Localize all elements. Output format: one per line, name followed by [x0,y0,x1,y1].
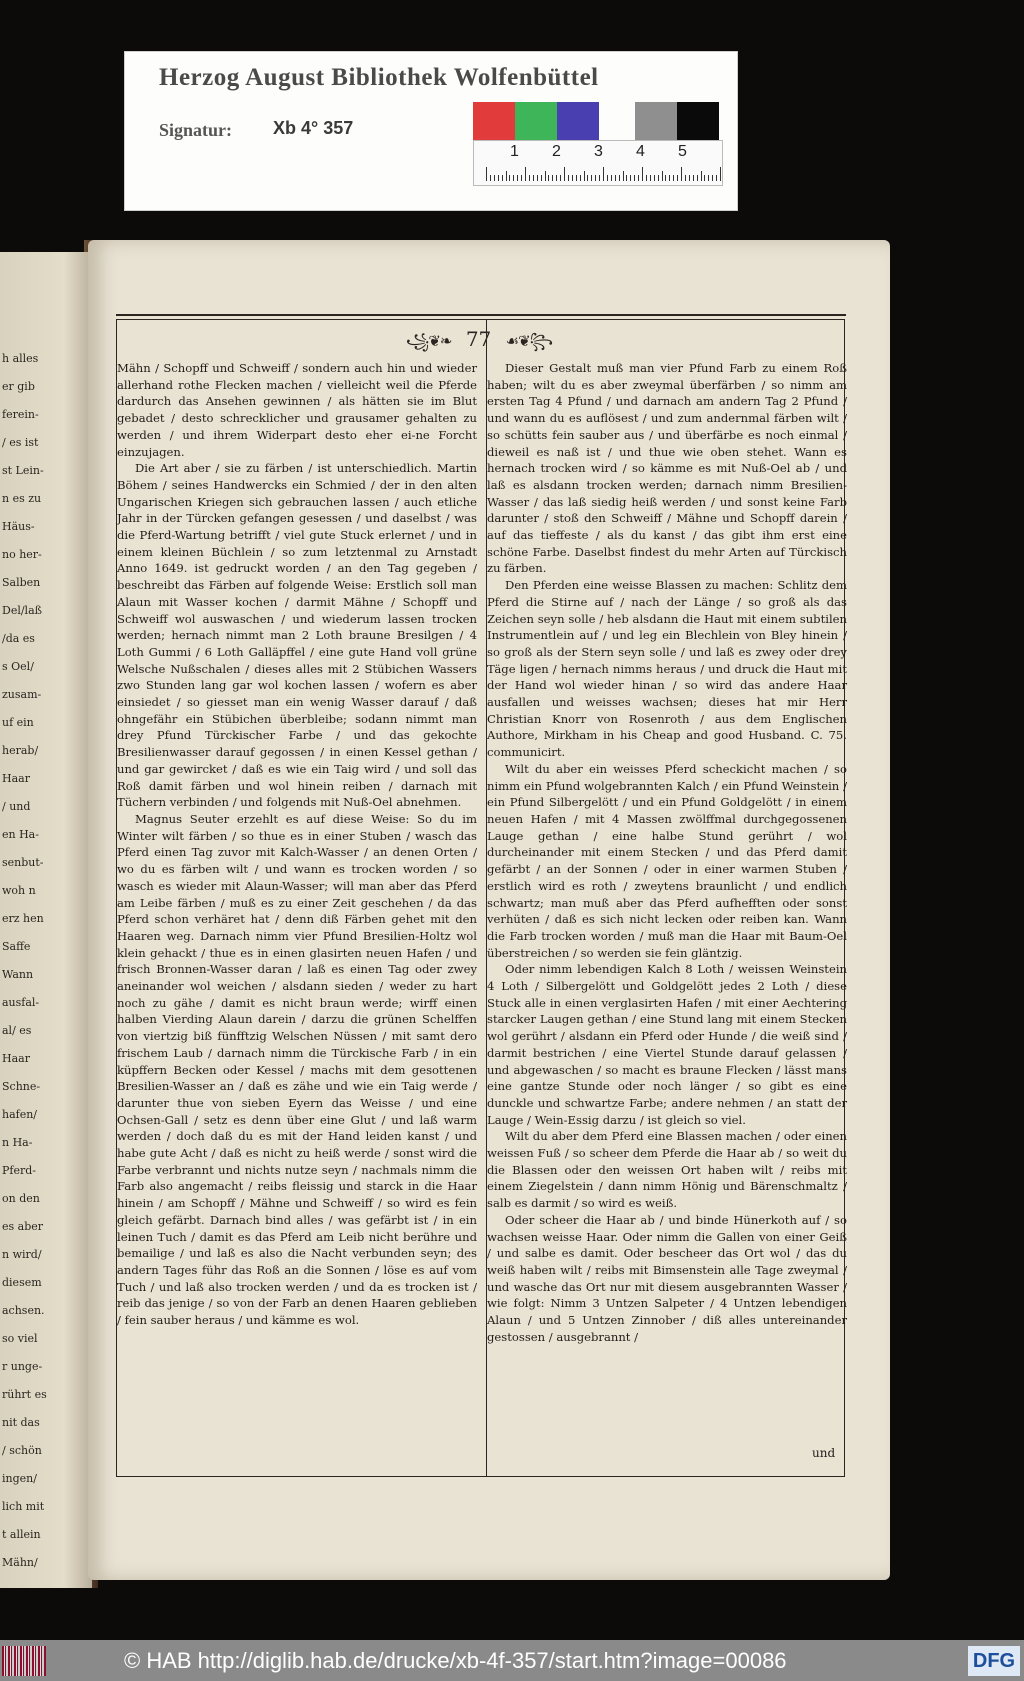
ruler-tick [529,175,530,181]
ruler-tick [506,171,507,181]
ruler-tick [654,175,655,181]
ruler-tick [701,171,702,181]
margin-fragment: er gib [2,380,35,393]
ruler-tick [517,175,518,181]
margin-fragment: uf ein [2,716,34,729]
color-swatch-black [677,102,719,142]
margin-fragment: herab/ [2,744,39,757]
ruler-tick [611,175,612,181]
margin-fragment: Pferd- [2,1164,36,1177]
right-text-column [487,360,847,1345]
ruler-tick [697,175,698,181]
ruler-tick [658,175,659,181]
ornament-left-icon: ꧁❦❧ [405,332,452,350]
margin-fragment: Häus- [2,520,35,533]
margin-fragment: Haar [2,772,30,785]
margin-fragment: no her- [2,548,42,561]
ruler-number: 1 [510,143,519,160]
margin-fragment: n wird/ [2,1248,42,1261]
ruler-number: 4 [636,143,645,160]
margin-fragment: achsen. [2,1304,45,1317]
margin-fragment: Haar [2,1052,30,1065]
color-swatch-blue [557,102,599,142]
color-swatch-gray [635,102,677,142]
ruler-tick [521,175,522,181]
margin-fragment: / es ist [2,436,39,449]
ruler-number: 3 [594,143,603,160]
margin-fragment: Schne- [2,1080,41,1093]
paragraph: Dieser Gestalt muß man vier Pfund Farb zu einem Roß haben; wilt du es aber zweymal überfärben / so nimm am ersten Tag 4 Pfund / und darnach am andern Tag 2 Pfund / und wann du es auflösest / und zum andernmal färben wilt / so schütts fein sauber aus / und überfärbe es noch einmal / dieweil es naß ist / und thue wie oben stehet. Wann es hernach trocken wird / so kämme es mit Nuß-Oel ab / und laß es alsdann trocken werden; darnach nimm Bresilien-Wasser / das laß siedig heiß werden / und sonst keine Farb darunter / stoß den Schweiff / Mähne und Schopff darein / auf das tieffeste / als du kanst / das gibt ihm erst eine schöne Farbe. Daselbst findest du mehr Arten auf Türckisch zu färben. [487,361,847,576]
ruler-tick [564,167,565,181]
top-rule [116,314,846,316]
margin-fragment: diesem [2,1276,42,1289]
margin-fragment: Salben [2,576,41,589]
ruler-tick [533,175,534,181]
margin-fragment: on den [2,1192,40,1205]
signature-value: Xb 4° 357 [273,118,354,138]
margin-fragment: Wann [2,968,34,981]
margin-fragment: so viel [2,1332,38,1345]
ruler-tick [720,167,721,181]
color-swatch-green [515,102,557,142]
library-label [124,51,738,211]
margin-fragment: s Oel/ [2,660,34,673]
ruler-tick [587,175,588,181]
source-url[interactable]: © HAB http://diglib.hab.de/drucke/xb-4f-357/start.htm?image=00086 [124,1648,787,1673]
ruler-tick [607,175,608,181]
margin-fragment: nit das [2,1416,40,1429]
ruler-tick [665,175,666,181]
ruler-tick [704,175,705,181]
margin-fragment: zusam- [2,688,42,701]
signature-label: Signatur: [159,120,233,140]
ruler-tick [619,175,620,181]
ruler-tick [650,175,651,181]
ornament-right-icon: ☙❦꧂ [505,332,553,350]
color-swatch-red [473,102,515,142]
ruler-tick [580,175,581,181]
ruler-tick [716,175,717,181]
margin-fragment: t allein [2,1528,41,1541]
ruler-tick [572,175,573,181]
barcode-icon [2,1646,46,1676]
margin-fragment: en Ha- [2,828,39,841]
scale-ruler [473,140,723,186]
paragraph: Wilt du aber dem Pferd eine Blassen machen / oder einen weissen Fuß / so scheer dem Pferde die Haar ab / so weit du die Blassen oder den weissen Ort haben wilt / reibs mit einem Ziegelstein / dann nimm Hönig und Bärenschmaltz / salb es darmit / so wird es weiß. [487,1129,847,1211]
ruler-tick [603,167,604,181]
margin-fragment: n Ha- [2,1136,33,1149]
page-header [394,327,564,351]
margin-fragment: r unge- [2,1360,43,1373]
paragraph: Magnus Seuter erzehlt es auf diese Weise: So du im Winter wilt färben / so thue es in einer Stuben / wasch das Pferd einen Tag zuvor mit Kalch-Wasser / an denen Orten / wo du es färben wilt / und wann es trocken worden / so wasch es wieder mit Alaun-Wasser; will man aber das Pferd am Leibe färben / muß es zu einer Zeit geschehen / da das Pferd schon verhäret hat / denn diß Färben gehet mit den Haaren weg. Darnach nimm vier Pfund Bresilien-Holtz wol klein gehackt / thue es in einen glasirten neuen Hafen / und frisch Bronnen-Wasser daran / laß es einen Tag oder zwey aneinander wol weichen / alsdann sieden / weder zu hart noch zu gähe / damit es nicht braun werde; wirff einen halben Vierding Alaun darein / darzu die grünen Schelffen von viertzig biß fünfftzig Welschen Nüssen / mit samt dero frischem Laub / darnach nimm die Türckische Farb / in ein küpffern Becken oder Kessel / machs mit dem gesottenen Bresilien-Wasser an / daß es zähe und wie ein Taig werde / darunter thue von sieben Eyern das Weisse / und eine Ochsen-Gall / setz es denn über eine Glut / und laß warm werden / doch daß du es mit der Hand leiden kanst / und habe gute Acht / daß es nicht zu heiß werde / sonst wird die Farbe verbrannt und nichts nutze seyn / nachmals nimm die Farb also angemacht / reibs fleissig und starck in die Haar hinein / am Schopff / Mähne und Schweiff / so wird es fein gleich gefärbt. Darnach bind alles / was gefärbt ist / in ein leinen Tuch / damit es das Pferd am Leib nicht berühre und bemailige / und laß es also die Nacht verbunden seyn; des andern Tages führ das Roß an die Sonnen / löse es auf vom Tuch / und laß also trocken werden / und da es trocken ist / reib das jenige / so von der Farb an denen Haaren geblieben / fein sauber heraus / und kämme es wol. [117,811,477,1328]
ruler-tick [685,175,686,181]
margin-fragment: Saffe [2,940,31,953]
ruler-tick [599,175,600,181]
ruler-tick [642,167,643,181]
ruler-tick [662,171,663,181]
margin-fragment: /da es [2,632,35,645]
margin-fragment: / und [2,800,31,813]
margin-fragment: senbut- [2,856,44,869]
margin-fragment: ferein- [2,408,39,421]
ruler-number: 5 [678,143,687,160]
ruler-tick [584,171,585,181]
margin-fragment: h alles [2,352,39,365]
ruler-tick [689,175,690,181]
margin-fragment: lich mit [2,1500,45,1513]
ruler-tick [669,175,670,181]
paragraph: Mähn / Schopff und Schweiff / sondern auch hin und wieder allerhand rothe Flecken machen / vielleicht weil die Pferde dardurch das Ansehen gewinnen / als hätten sie im Blut gebadet / desto schrecklicher und grausamer gehalten zu werden / und ihrem Widerpart desto eher ei-ne Forcht einzujagen. [117,361,477,459]
ruler-number: 2 [552,143,561,160]
ruler-tick [548,175,549,181]
ruler-tick [525,167,526,181]
ruler-tick [693,175,694,181]
margin-fragment: es aber [2,1220,44,1233]
margin-fragment: st Lein- [2,464,44,477]
ruler-tick [513,175,514,181]
ruler-tick [677,175,678,181]
margin-fragment: / schön [2,1444,42,1457]
margin-fragment: erz hen [2,912,44,925]
ruler-tick [494,175,495,181]
ruler-tick [712,175,713,181]
ruler-tick [498,175,499,181]
margin-fragment: n es zu [2,492,42,505]
ruler-tick [537,175,538,181]
left-page-margin [0,252,92,1588]
ruler-tick [556,175,557,181]
ruler-tick [486,167,487,181]
paragraph: Wilt du aber ein weisses Pferd scheckicht machen / so nimm ein Pfund wolgebrannten Kalch / ein Pfund Weinstein / ein Pfund Silbergelött / und ein Pfund Goldgelött / in einem neuen Hafen / mit 4 Massen zwölffmal durchgegossenen Lauge gethan / eine halbe Stund gerührt / wol durcheinander mit einem Stecken / und das Pferd damit gefärbt / an der Sonnen / oder in einer warmen Stuben / erstlich wird es roth / zweytens braunlicht / und endlich schwartz; man muß aber das Pferd aufhefften oder sonst verhüten / daß es sich nicht lecken oder reiben kan. Wann die Farb trocken worden / muß man die Haar mit Baum-Oel überstreichen / so werden sie fein gläntzig. [487,761,847,960]
ruler-tick [615,175,616,181]
ruler-tick [630,175,631,181]
paragraph: Den Pferden eine weisse Blassen zu machen: Schlitz dem Pferd die Stirne auf / nach der Länge / so groß als das Zeichen seyn solle / heb alsdann die Haut mit einem subtilen Instrumentlein auf / und leg ein Blechlein von Bley hinein / so groß als der Stern seyn solle / und laß es zwey oder drey Täge ligen / hernach nimms heraus / und druck die Haut mit der Hand wol wieder hinan / so wird das andere Haar ausfallen und weisses wachsen; dieses hat mir Herr Christian Knorr von Rosenroth / aus dem Englischen Authore, Mirkham in his Cheap and good Husband. C. 75. communicirt. [487,578,847,760]
ruler-tick [541,175,542,181]
ruler-tick [502,175,503,181]
ruler-tick [552,175,553,181]
page-number: 77 [465,327,492,351]
ruler-tick [646,175,647,181]
ruler-tick [490,175,491,181]
ruler-tick [576,175,577,181]
ruler-tick [595,175,596,181]
footer-bar [0,1640,1024,1681]
margin-fragment: woh n [2,884,36,897]
margin-fragment: ingen/ [2,1472,37,1485]
margin-fragment: rührt es [2,1388,47,1401]
ruler-tick [545,171,546,181]
ruler-tick [509,175,510,181]
library-name: Herzog August Bibliothek Wolfenbüttel [159,64,599,91]
ruler-tick [708,175,709,181]
margin-fragment: ausfal- [2,996,40,1009]
ruler-tick [626,175,627,181]
catchword: und [812,1446,836,1460]
ruler-tick [560,175,561,181]
ruler-tick [638,175,639,181]
margin-fragment: Del/laß [2,604,42,617]
ruler-tick [568,175,569,181]
dfg-logo: DFG [968,1646,1020,1676]
margin-fragment: hafen/ [2,1108,38,1121]
margin-fragment: al/ es [2,1024,32,1037]
ruler-tick [681,167,682,181]
ruler-tick [623,171,624,181]
ruler-tick [673,175,674,181]
ruler-tick [591,175,592,181]
margin-fragment: Mähn/ [2,1556,38,1569]
left-text-column [117,360,477,1329]
ruler-tick [634,175,635,181]
paragraph: Oder scheer die Haar ab / und binde Hünerkoth auf / so wachsen weisse Haar. Oder nimm die Gallen von einer Geiß / und salbe es damit. Oder bescheer das Ort wol / das du weiß haben wilt / reibs mit Bimsenstein alle Tage zweymal / und wasche das Ort nur mit diesem ausgebrannten Wasser / wie folgt: Nimm 3 Untzen Salpeter / 4 Untzen lebendigen Alaun / und 5 Untzen Zinnober / diß alles untereinander gestossen / ausgebrannt / [487,1212,847,1344]
paragraph: Die Art aber / sie zu färben / ist unterschiedlich. Martin Böhem / seines Handwercks ein Schmied / der in den alten Ungarischen Kriegen sich gebrauchen lassen / auch etliche Jahr in der Türcken gefangen gesessen / und daselbst / was die Pferd-Wartung betrifft / viel gute Stuck erlernet / und in einem kleinen Büchlein / so zum letztenmal zu Arnstadt Anno 1649. ist gedruckt worden / an den Tag gegeben / beschreibt das Färben auf folgende Weise: Erstlich soll man Alaun mit Wasser kochen / darmit Mähne / Schopff und Schweiff wol auswaschen / und wiederum lassen trocken werden; hernach nimmt man 2 Loth braune Bresilgen / 4 Loth Gummi / 6 Loth Galläpffel / eine gute Hand voll grüne Welsche Nußschalen / dieses alles mit 2 Stübichen Wassers zwo Stunden lang gar wol kochen lassen / wofern es aber einsiedet / so giesset man ein wenig Wasser darauf / daß ohngefähr ein Stübichen überbleibe; sodann nimmt man drey Pfund Türckischer Farbe / und das gekochte Bresilienwasser darauf gegossen / in einen Kessel gethan / und gar gewircket / daß es wie ein Taig wird / und soll das Roß damit färben und wol hinein reiben / darnach mit Tüchern verbinden / und folgends mit Nuß-Oel abnehmen. [117,461,477,810]
paragraph: Oder nimm lebendigen Kalch 8 Loth / weissen Weinstein 4 Loth / Silbergelött und Goldgelött jedes 2 Loth / diese Stuck alle in einen verglasirten Hafen / mit einer Aechtering starcker Laugen gethan / eine Stund lang mit einem Stecken wol gerührt / alsdann ein Pferd oder Hunde / die weiß sind / darmit bestrichen / eine Viertel Stunde darauf gelassen / und abgewaschen / so macht es braune Flecken / lässt mans eine gantze Stunde oder noch länger / so gibt es eine dunckle und schwartze Farbe; andere nehmen / an statt der Lauge / Wein-Essig darzu / ist gleich so viel. [487,962,847,1127]
